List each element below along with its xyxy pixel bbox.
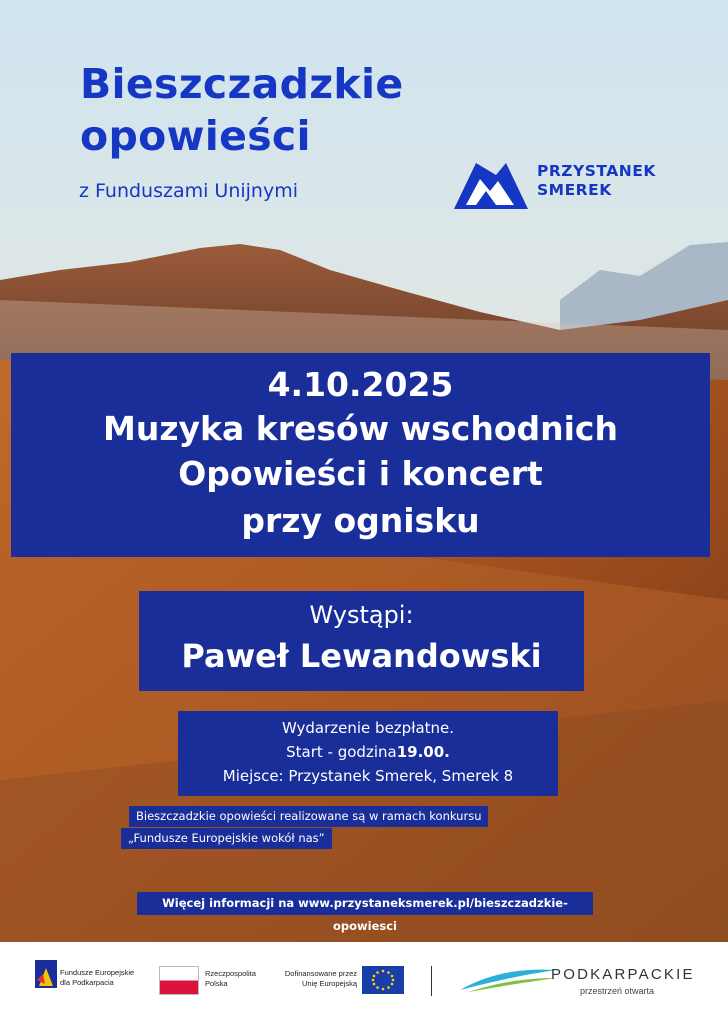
info-free: Wydarzenie bezpłatne.	[281, 719, 455, 737]
title-line-1: Bieszczadzkie	[80, 60, 404, 108]
poster-title	[80, 58, 403, 162]
info-place: Miejsce: Przystanek Smerek, Smerek 8	[222, 767, 514, 785]
info-start-time: 19.00.	[396, 743, 450, 761]
performer-label: Wystąpi:	[309, 601, 414, 629]
fe-star-icon	[35, 960, 57, 988]
pl-line-2: Polska	[205, 979, 228, 988]
fe-line-1: Fundusze Europejskie	[60, 968, 135, 977]
pl-line-1: Rzeczpospolita	[205, 969, 256, 978]
polish-flag-icon	[159, 966, 199, 995]
info-start	[178, 743, 558, 761]
fe-logo-text	[60, 968, 134, 988]
info-start-prefix: Start - godzina	[286, 743, 397, 761]
eu-logo-text	[277, 969, 357, 989]
more-info-link[interactable]: Więcej informacji na www.przystaneksmerek.pl/bieszczadzkie-opowiesci	[137, 892, 593, 915]
poster-subtitle: z Funduszami Unijnymi	[79, 180, 299, 202]
title-line-2: opowieści	[80, 112, 311, 160]
contest-note	[121, 806, 581, 851]
footer-divider	[431, 966, 432, 996]
event-box	[11, 353, 710, 557]
event-title-line-1: Muzyka kresów wschodnich	[103, 409, 618, 448]
eu-flag-icon	[362, 966, 404, 994]
brand-line-2: SMEREK	[537, 181, 612, 199]
fe-line-2: dla Podkarpacia	[60, 978, 114, 987]
performer-box	[139, 591, 584, 691]
podkarpackie-tagline: przestrzeń otwarta	[580, 986, 655, 996]
event-title-line-3: przy ognisku	[241, 501, 480, 540]
contest-line-1: Bieszczadzkie opowieści realizowane są w ramach konkursu	[129, 806, 488, 827]
podkarpackie-name: PODKARPACKIE	[551, 966, 695, 983]
performer-name: Paweł Lewandowski	[181, 637, 542, 675]
eu-line-2: Unię Europejską	[301, 979, 357, 988]
event-title-line-2: Opowieści i koncert	[178, 454, 543, 493]
contest-line-2: „Fundusze Europejskie wokół nas”	[121, 828, 332, 849]
info-box	[178, 711, 558, 796]
eu-line-1: Dofinansowane przez	[284, 969, 357, 978]
przystanek-smerek-logo	[452, 157, 672, 213]
podkarpackie-wave-icon	[458, 964, 558, 994]
mountain-shelter-icon	[452, 157, 530, 211]
brand-line-1: PRZYSTANEK	[537, 162, 656, 180]
pl-logo-text	[205, 969, 256, 989]
event-date: 4.10.2025	[267, 365, 454, 404]
sponsor-footer	[0, 942, 728, 1024]
